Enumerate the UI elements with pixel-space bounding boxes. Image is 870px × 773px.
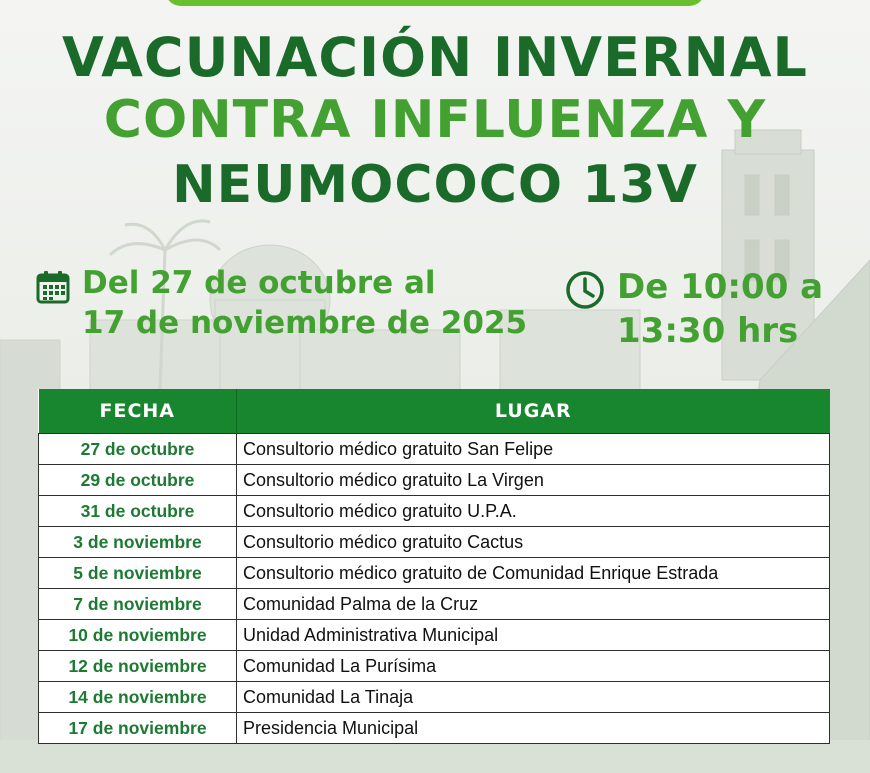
table-row: [39, 527, 830, 558]
row-fecha: 7 de noviembre: [39, 589, 237, 620]
row-lugar: Comunidad La Tinaja: [237, 682, 830, 713]
calendar-icon: [36, 270, 70, 304]
row-fecha: 27 de octubre: [39, 434, 237, 465]
row-fecha: 3 de noviembre: [39, 527, 237, 558]
table-row: [39, 651, 830, 682]
time-line-2: 13:30 hrs: [617, 311, 799, 351]
table-row: [39, 496, 830, 527]
date-start-day: 27: [150, 265, 194, 301]
row-lugar: Consultorio médico gratuito San Felipe: [237, 434, 830, 465]
row-lugar: Comunidad Palma de la Cruz: [237, 589, 830, 620]
schedule-table: [38, 389, 830, 744]
row-fecha: 10 de noviembre: [39, 620, 237, 651]
row-lugar: Presidencia Municipal: [237, 713, 830, 744]
table-header-row: [39, 389, 830, 434]
row-fecha: 29 de octubre: [39, 465, 237, 496]
date-start-rest: de octubre al: [204, 265, 436, 301]
time-line-1: De 10:00 a: [617, 267, 824, 307]
row-fecha: 17 de noviembre: [39, 713, 237, 744]
date-prefix: Del: [82, 265, 140, 301]
row-fecha: 12 de noviembre: [39, 651, 237, 682]
row-lugar: Unidad Administrativa Municipal: [237, 620, 830, 651]
title-line-2: CONTRA INFLUENZA Y: [103, 90, 767, 150]
row-fecha: 5 de noviembre: [39, 558, 237, 589]
row-lugar: Consultorio médico gratuito U.P.A.: [237, 496, 830, 527]
table-row: [39, 620, 830, 651]
row-fecha: 14 de noviembre: [39, 682, 237, 713]
table-row: [39, 434, 830, 465]
title-line-1: VACUNACIÓN INVERNAL: [62, 26, 808, 89]
table-row: [39, 589, 830, 620]
header-fecha: FECHA: [39, 389, 237, 434]
row-fecha: 31 de octubre: [39, 496, 237, 527]
top-accent-bar: [165, 0, 705, 6]
table-row: [39, 682, 830, 713]
title-line-3: NEUMOCOCO 13V: [172, 155, 698, 215]
date-line-2: 17 de noviembre de 2025: [82, 305, 528, 341]
row-lugar: Consultorio médico gratuito Cactus: [237, 527, 830, 558]
table-row: [39, 558, 830, 589]
date-line-1: [82, 265, 436, 301]
row-lugar: Comunidad La Purísima: [237, 651, 830, 682]
clock-icon: [565, 270, 605, 310]
row-lugar: Consultorio médico gratuito La Virgen: [237, 465, 830, 496]
header-lugar: LUGAR: [237, 389, 830, 434]
row-lugar: Consultorio médico gratuito de Comunidad Enrique Estrada: [237, 558, 830, 589]
table-row: [39, 465, 830, 496]
table-row: [39, 713, 830, 744]
